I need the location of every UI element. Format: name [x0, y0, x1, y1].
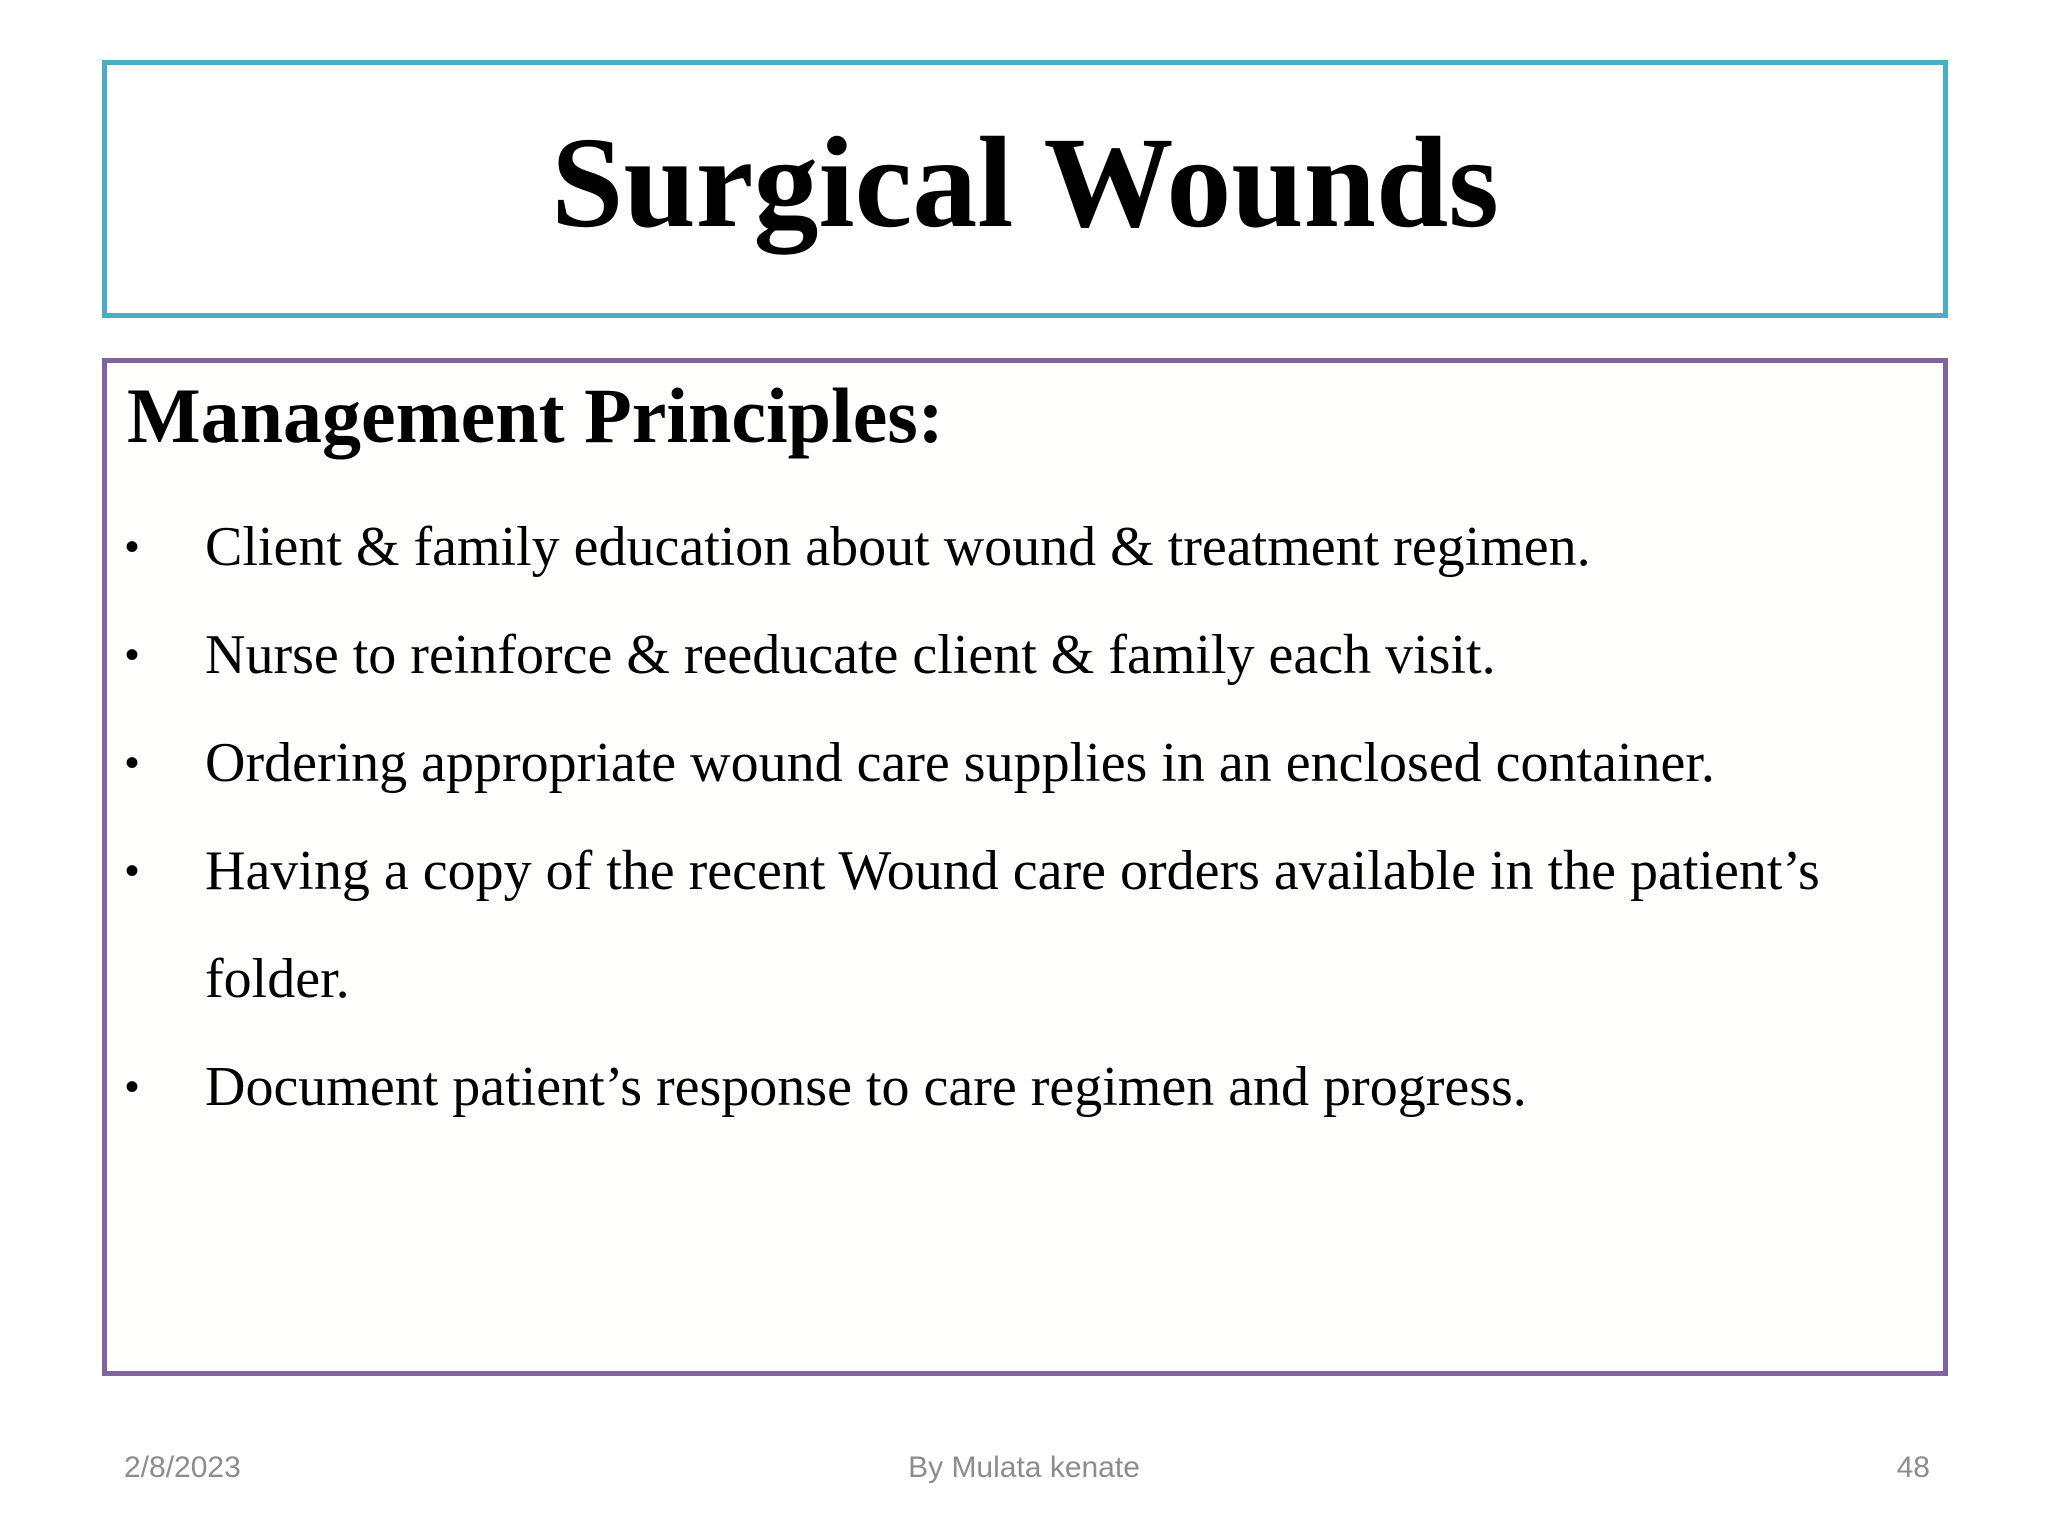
bullet-item — [125, 709, 1915, 817]
footer-author: By Mulata kenate — [908, 1451, 1140, 1484]
bullet-text: Client & family education about wound & treatment regimen. — [205, 516, 1591, 578]
page-number: 48 — [1896, 1451, 1930, 1484]
bullet-item — [125, 1033, 1915, 1141]
bullet-icon: • — [125, 525, 140, 569]
section-heading: Management Principles: — [127, 372, 944, 459]
bullet-icon: • — [125, 1065, 140, 1109]
bullet-text: Ordering appropriate wound care supplies in an enclosed container. — [205, 732, 1715, 794]
bullet-item — [125, 817, 1915, 1033]
slide-title: Surgical Wounds — [551, 111, 1499, 255]
footer-date: 2/8/2023 — [124, 1451, 241, 1484]
bullet-icon: • — [125, 633, 140, 677]
bullet-item — [125, 493, 1915, 601]
bullet-item — [125, 601, 1915, 709]
bullet-icon: • — [125, 849, 140, 893]
bullet-text: Document patient’s response to care regimen and progress. — [205, 1056, 1527, 1118]
title-box — [102, 60, 1948, 318]
content-box — [102, 358, 1948, 1376]
bullet-list — [125, 493, 1915, 1141]
bullet-text: Having a copy of the recent Wound care orders available in the patient’s folder. — [205, 840, 1820, 1010]
bullet-text: Nurse to reinforce & reeducate client & family each visit. — [205, 624, 1496, 686]
bullet-icon: • — [125, 741, 140, 785]
